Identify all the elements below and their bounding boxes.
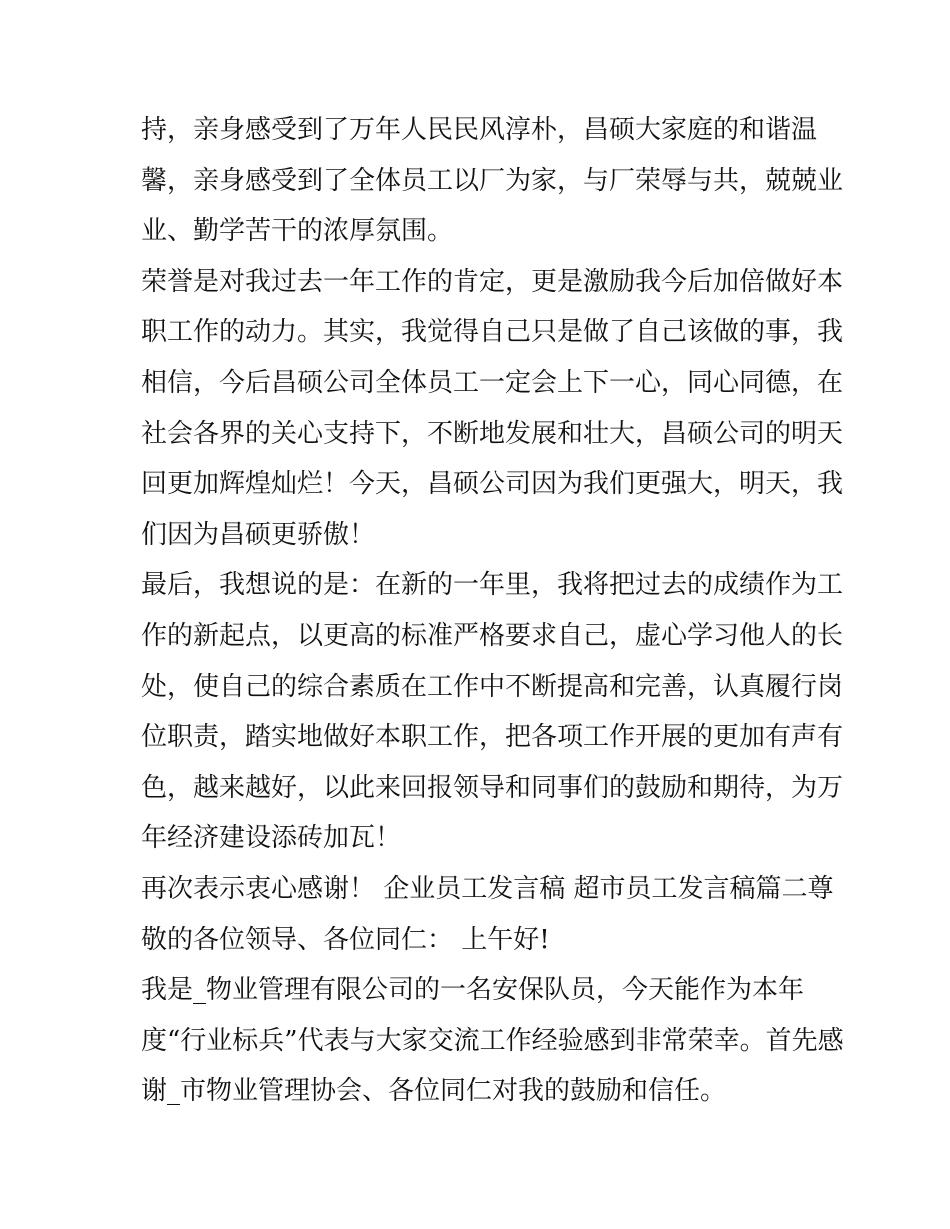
text-line: 敬的各位领导、各位同仁： 上午好! [141,924,550,955]
text-line: 位职责，踏实地做好本职工作，把各项工作开展的更加有声有 [141,722,844,753]
text-line: 年经济建设添砖加瓦！ [141,823,402,854]
text-line: 色，越来越好，以此来回报领导和同事们的鼓励和期待，为万 [141,772,844,803]
text-line: 最后，我想说的是：在新的一年里，我将把过去的成绩作为工 [141,570,844,601]
text-line: 度“行业标兵”代表与大家交流工作经验感到非常荣幸。首先感 [141,1025,844,1056]
text-line: 回更加辉煌灿烂！今天，昌硕公司因为我们更强大，明天，我 [141,469,844,500]
document-body [141,105,844,1117]
text-line: 荣誉是对我过去一年工作的肯定，更是激励我今后加倍做好本 [141,266,844,297]
text-line: 我是_物业管理有限公司的一名安保队员，今天能作为本年 [141,975,805,1006]
text-line: 处，使自己的综合素质在工作中不断提高和完善，认真履行岗 [141,671,844,702]
text-line: 相信，今后昌硕公司全体员工一定会上下一心，同心同德，在 [141,367,844,398]
text-line: 持，亲身感受到了万年人民民风淳朴，昌硕大家庭的和谐温 [141,115,818,145]
text-line: 职工作的动力。其实，我觉得自己只是做了自己该做的事，我 [141,317,844,348]
text-line: 作的新起点，以更高的标准严格要求自己，虚心学习他人的长 [141,620,844,651]
text-line: 业、勤学苦干的浓厚氛围。 [141,216,454,247]
text-line: 再次表示衷心感谢！ 企业员工发言稿 超市员工发言稿篇二尊 [141,873,834,904]
text-line: 们因为昌硕更骄傲！ [141,519,376,550]
text-line: 社会各界的关心支持下，不断地发展和壮大，昌硕公司的明天 [141,418,844,449]
text-line: 谢_市物业管理协会、各位同仁对我的鼓励和信任。 [141,1076,727,1107]
text-line: 馨，亲身感受到了全体员工以厂为家，与厂荣辱与共，兢兢业 [141,165,844,196]
